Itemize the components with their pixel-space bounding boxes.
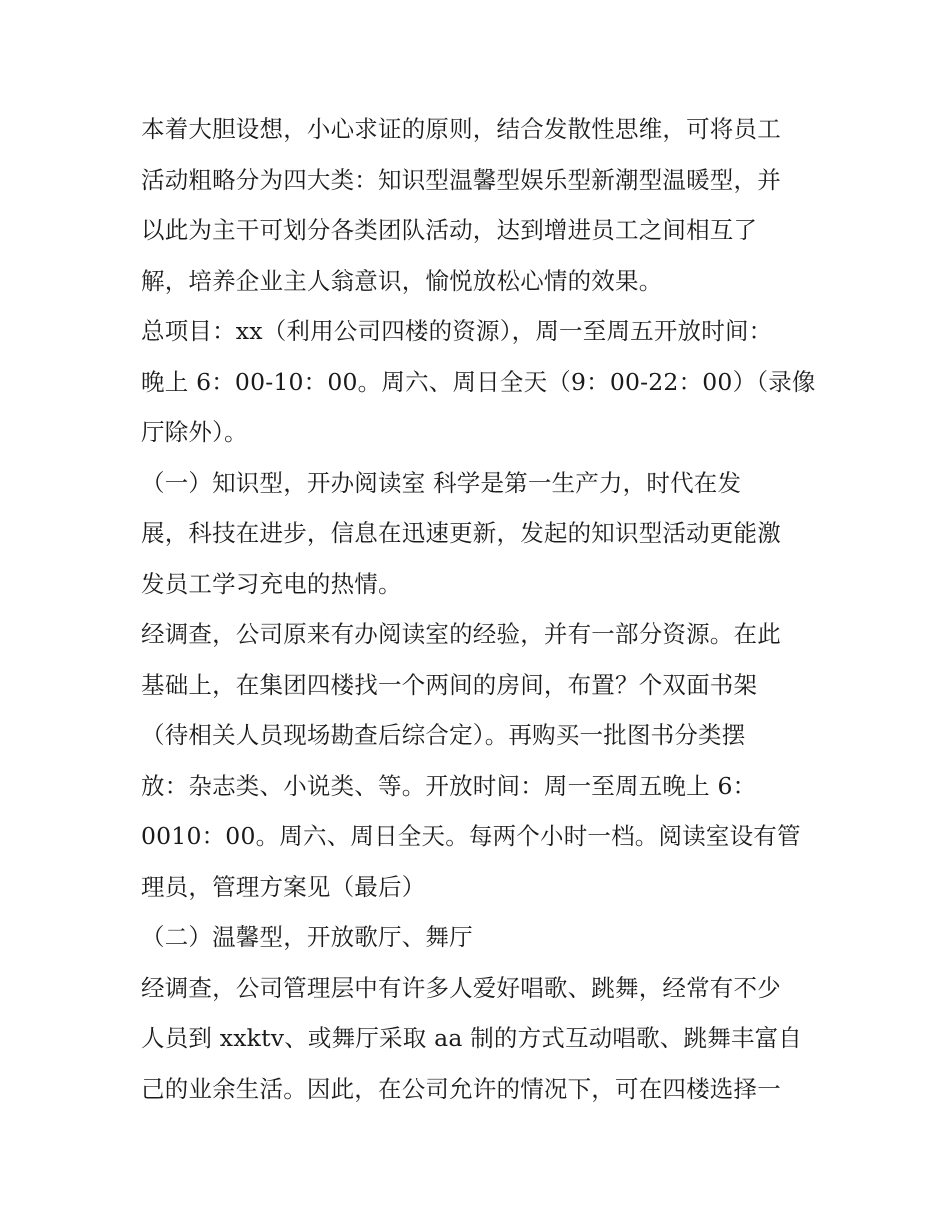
text-line: 人员到 xxktv、或舞厅采取 aa 制的方式互动唱歌、跳舞丰富自	[141, 1024, 802, 1052]
text-line: 基础上，在集团四楼找一个两间的房间，布置？个双面书架	[141, 671, 758, 699]
text-line: 经调查，公司原来有办阅读室的经验，并有一部分资源。在此	[141, 620, 781, 648]
text-line: 发员工学习充电的热情。	[141, 570, 402, 598]
text-line: 以此为主干可划分各类团队活动，达到增进员工之间相互了	[141, 216, 758, 244]
text-line: 总项目：xx（利用公司四楼的资源），周一至周五开放时间：	[141, 317, 773, 345]
text-line: 活动粗略分为四大类：知识型温馨型娱乐型新潮型温暖型，并	[141, 166, 781, 194]
text-line: 放：杂志类、小说类、等。开放时间：周一至周五晚上 6：	[141, 772, 757, 800]
text-line: 0010：00。周六、周日全天。每两个小时一档。阅读室设有管	[141, 822, 801, 850]
text-line: 己的业余生活。因此，在公司允许的情况下，可在四楼选择一	[141, 1075, 781, 1103]
text-line: 理员，管理方案见（最后）	[141, 873, 426, 901]
text-line: 经调查，公司管理层中有许多人爱好唱歌、跳舞，经常有不少	[141, 974, 781, 1002]
text-line: 解，培养企业主人翁意识，愉悦放松心情的效果。	[141, 267, 663, 295]
text-line: （待相关人员现场勘查后综合定）。再购买一批图书分类摆	[141, 721, 746, 749]
text-line: 晚上 6：00-10：00。周六、周日全天（9：00-22：00）（录像	[141, 368, 816, 396]
text-line: 本着大胆设想，小心求证的原则，结合发散性思维，可将员工	[141, 115, 781, 143]
section-heading-line: （一）知识型，开办阅读室 科学是第一生产力，时代在发	[141, 469, 742, 497]
text-line: 厅除外）。	[141, 418, 248, 446]
text-line: 展，科技在进步，信息在迅速更新，发起的知识型活动更能激	[141, 519, 781, 547]
section-heading-line: （二）温馨型，开放歌厅、舞厅	[141, 923, 473, 951]
